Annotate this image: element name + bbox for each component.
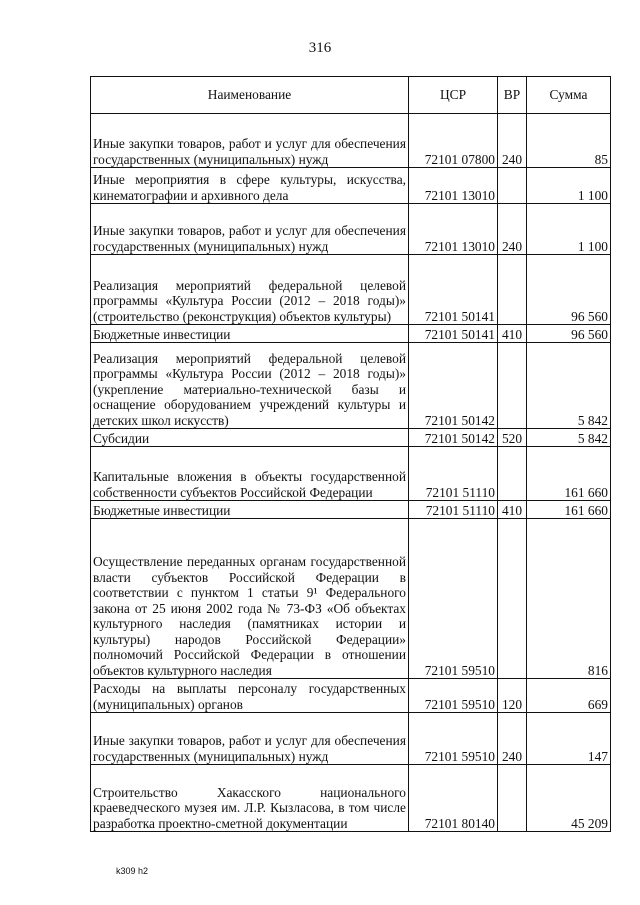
- row-vr: [498, 447, 527, 501]
- header-row: [91, 77, 611, 114]
- row-name: Субсидии: [91, 429, 409, 447]
- table-row: [91, 255, 611, 325]
- table-row: [91, 679, 611, 713]
- row-csr: 72101 50142: [409, 343, 498, 429]
- row-csr: 72101 50142: [409, 429, 498, 447]
- table-header: [91, 77, 611, 114]
- row-vr: 520: [498, 429, 527, 447]
- row-name: Иные закупки товаров, работ и услуг для обеспечения государственных (муниципальных) нужд: [91, 114, 409, 168]
- row-sum: 816: [527, 519, 611, 679]
- row-csr: 72101 50141: [409, 325, 498, 343]
- row-vr: [498, 168, 527, 204]
- row-sum: 96 560: [527, 255, 611, 325]
- table-row: [91, 713, 611, 765]
- row-name: Бюджетные инвестиции: [91, 501, 409, 519]
- page-number: 316: [308, 40, 332, 56]
- table-row: [91, 501, 611, 519]
- table-row: [91, 429, 611, 447]
- row-name: Бюджетные инвестиции: [91, 325, 409, 343]
- row-csr: 72101 07800: [409, 114, 498, 168]
- row-sum: 1 100: [527, 168, 611, 204]
- row-sum: 45 209: [527, 765, 611, 832]
- row-name: Иные закупки товаров, работ и услуг для обеспечения государственных (муниципальных) нужд: [91, 713, 409, 765]
- row-vr: [498, 343, 527, 429]
- row-csr: 72101 51110: [409, 501, 498, 519]
- row-name: Иные закупки товаров, работ и услуг для обеспечения государственных (муниципальных) нужд: [91, 204, 409, 255]
- header-name: Наименование: [91, 77, 409, 114]
- table-row: [91, 519, 611, 679]
- budget-table: [90, 76, 611, 832]
- row-csr: 72101 13010: [409, 204, 498, 255]
- row-vr: [498, 765, 527, 832]
- row-sum: 161 660: [527, 447, 611, 501]
- row-sum: 669: [527, 679, 611, 713]
- row-name: Иные мероприятия в сфере культуры, искусства, кинематографии и архивного дела: [91, 168, 409, 204]
- row-sum: 161 660: [527, 501, 611, 519]
- row-name: Расходы на выплаты персоналу государственных (муниципальных) органов: [91, 679, 409, 713]
- row-vr: 410: [498, 501, 527, 519]
- row-vr: 240: [498, 713, 527, 765]
- table-body: [91, 114, 611, 832]
- row-sum: 5 842: [527, 343, 611, 429]
- table-row: [91, 343, 611, 429]
- row-sum: 1 100: [527, 204, 611, 255]
- row-csr: 72101 51110: [409, 447, 498, 501]
- row-csr: 72101 59510: [409, 713, 498, 765]
- row-name: Реализация мероприятий федеральной целевой программы «Культура России (2012 – 2018 годы)» (строительство (реконструкция) объектов культуры): [91, 255, 409, 325]
- row-name: Реализация мероприятий федеральной целевой программы «Культура России (2012 – 2018 годы)» (укрепление материально-технической базы и оснащение оборудованием учреждений культуры и детских школ искусств): [91, 343, 409, 429]
- table-row: [91, 765, 611, 832]
- row-vr: 240: [498, 114, 527, 168]
- row-name: Капитальные вложения в объекты государственной собственности субъектов Российской Федерации: [91, 447, 409, 501]
- row-sum: 147: [527, 713, 611, 765]
- row-name: Строительство Хакасского национального краеведческого музея им. Л.Р. Кызласова, в том числе разработка проектно-сметной документации: [91, 765, 409, 832]
- row-csr: 72101 59510: [409, 519, 498, 679]
- header-csr: ЦСР: [409, 77, 498, 114]
- row-vr: 240: [498, 204, 527, 255]
- footer-code: k309 h2: [116, 866, 149, 876]
- table-row: [91, 325, 611, 343]
- table-row: [91, 447, 611, 501]
- row-sum: 85: [527, 114, 611, 168]
- row-csr: 72101 13010: [409, 168, 498, 204]
- row-sum: 5 842: [527, 429, 611, 447]
- row-vr: 120: [498, 679, 527, 713]
- row-csr: 72101 80140: [409, 765, 498, 832]
- row-vr: 410: [498, 325, 527, 343]
- row-name: Осуществление переданных органам государственной власти субъектов Российской Федерации в соответствии с пунктом 1 статьи 9¹ Федерального закона от 25 июня 2002 года № 73-ФЗ «Об объектах культурного наследия (памятниках истории и культуры) народов Российской Федерации» полномочий Российской Федерации в отношении объектов культурного наследия: [91, 519, 409, 679]
- table-row: [91, 204, 611, 255]
- row-sum: 96 560: [527, 325, 611, 343]
- header-vr: ВР: [498, 77, 527, 114]
- table-row: [91, 168, 611, 204]
- header-sum: Сумма: [527, 77, 611, 114]
- table-row: [91, 114, 611, 168]
- row-csr: 72101 50141: [409, 255, 498, 325]
- row-csr: 72101 59510: [409, 679, 498, 713]
- row-vr: [498, 519, 527, 679]
- row-vr: [498, 255, 527, 325]
